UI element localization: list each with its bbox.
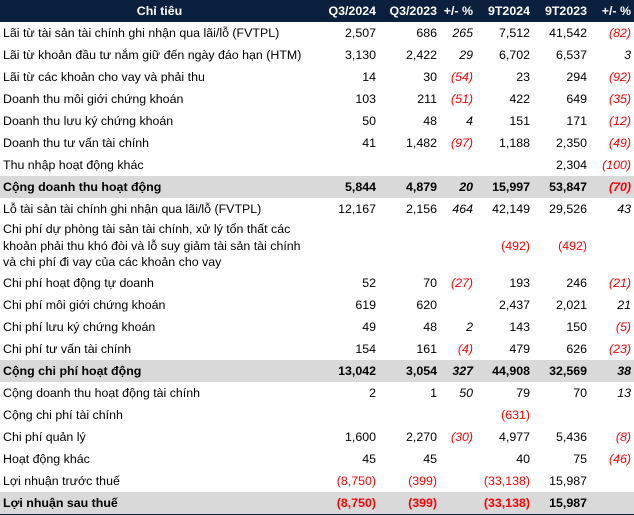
row-label: Lãi từ tài sản tài chính ghi nhận qua lãi/lỗ (FVTPL) (3, 26, 280, 40)
cell-pct-9month: (5) (615, 319, 631, 334)
table-row (0, 470, 634, 492)
cell-pct-9month: 3 (624, 48, 631, 62)
cell-q3-2023: (399) (379, 492, 440, 515)
cell-9t2023: 5,436 (555, 429, 587, 444)
cell-9t2023: 70 (573, 385, 587, 400)
cell-pct-quarter: 20 (440, 176, 476, 198)
cell-9t2024: (33,138) (476, 492, 533, 515)
header-row (0, 0, 634, 22)
row-label: Cộng doanh thu hoạt động (0, 176, 319, 198)
cell-q3-2023: 4,879 (379, 176, 440, 198)
row-label: Chi phí quản lý (3, 429, 86, 444)
table-row (0, 110, 634, 132)
cell-9t2023: 2,021 (555, 297, 587, 312)
cell-9t2024: 4,977 (498, 429, 530, 444)
cell-pct-9month: 43 (617, 202, 631, 216)
row-label: Chi phí lưu ký chứng khoán (3, 319, 156, 334)
cell-pct-quarter: (54) (450, 70, 473, 84)
cell-q3-2023: 48 (423, 114, 437, 128)
cell-9t2024: 479 (509, 341, 530, 356)
cell-pct-quarter: (30) (450, 429, 473, 444)
cell-q3-2023: 1,482 (405, 136, 437, 150)
cell-pct-quarter: 50 (459, 385, 473, 400)
cell-q3-2023: 161 (416, 341, 437, 356)
cell-pct-9month: (12) (608, 114, 631, 128)
row-label: Thu nhập hoạt động khác (3, 158, 144, 172)
cell-q3-2023: 211 (417, 92, 437, 106)
cell-9t2023: 53,847 (533, 176, 590, 198)
cell-pct-quarter: (51) (450, 92, 473, 106)
cell-pct-quarter (440, 294, 476, 316)
row-label: Cộng chi phí hoạt động (0, 360, 319, 382)
cell-pct-9month: 38 (590, 360, 634, 382)
cell-q3-2024: (8,750) (336, 473, 376, 488)
cell-9t2023 (533, 404, 590, 426)
cell-q3-2024: (8,750) (319, 492, 379, 515)
cell-9t2023: 294 (566, 70, 587, 84)
table-row (0, 154, 634, 176)
cell-q3-2024: 1,600 (344, 429, 376, 444)
cell-pct-9month: (92) (608, 70, 631, 84)
cell-pct-quarter (440, 220, 476, 272)
header-q3-2023: Q3/2023 (379, 0, 440, 22)
cell-pct-9month: (23) (608, 341, 631, 356)
cell-9t2024: 1,188 (498, 136, 530, 150)
cell-q3-2024: 5,844 (319, 176, 379, 198)
cell-q3-2024: 154 (355, 341, 376, 356)
cell-9t2024: 23 (516, 70, 530, 84)
cell-9t2023: 2,350 (555, 136, 587, 150)
cell-pct-quarter: (97) (450, 136, 473, 150)
cell-9t2023: 6,537 (555, 48, 587, 62)
cell-pct-quarter (440, 154, 476, 176)
row-label: Chi phí dự phòng tài sản tài chính, xử lý tổn thất các khoản phải thu khó đòi và lỗ suy giảm tài sản tài chính và chi phí đi vay của các khoản cho vay (3, 222, 301, 269)
table-row (0, 316, 634, 338)
cell-q3-2023: 620 (416, 297, 437, 312)
cell-9t2024: 42,149 (492, 202, 530, 216)
header-9t2024: 9T2024 (476, 0, 533, 22)
cell-pct-quarter: 464 (452, 202, 473, 216)
cell-9t2024: (631) (501, 407, 530, 422)
cell-9t2024: 79 (516, 385, 530, 400)
cell-pct-9month: (8) (615, 429, 631, 444)
cell-9t2024: 40 (516, 451, 530, 466)
cell-pct-quarter (440, 404, 476, 426)
table-body (0, 22, 634, 514)
row-label: Hoạt động khác (3, 451, 90, 466)
cell-pct-9month (590, 220, 634, 272)
row-label: Doanh thu lưu ký chứng khoán (3, 114, 174, 128)
total-row-expenses (0, 360, 634, 382)
cell-pct-quarter: 29 (459, 48, 473, 62)
table-row (0, 404, 634, 426)
header-pct-quarter: +/- % (440, 0, 476, 22)
cell-q3-2023: 70 (423, 275, 437, 290)
cell-q3-2023 (379, 404, 440, 426)
cell-q3-2023 (379, 220, 440, 272)
cell-9t2024: 7,512 (498, 26, 530, 40)
cell-9t2023: (492) (558, 238, 587, 253)
table-header (0, 0, 634, 22)
row-label: Chi phí môi giới chứng khoán (3, 297, 166, 312)
table-row (0, 338, 634, 360)
cell-9t2023: 626 (566, 341, 587, 356)
cell-9t2024: 143 (509, 319, 530, 334)
table-row (0, 88, 634, 110)
cell-q3-2024: 50 (362, 114, 376, 128)
cell-q3-2023: 1 (430, 385, 437, 400)
cell-q3-2024: 3,130 (344, 48, 376, 62)
cell-9t2023: 15,987 (533, 492, 590, 515)
cell-pct-quarter: 265 (452, 26, 473, 40)
table-row (0, 272, 634, 294)
cell-q3-2024 (319, 154, 379, 176)
cell-9t2023: 2,304 (555, 158, 587, 172)
table-row (0, 382, 634, 404)
cell-pct-9month: (46) (608, 451, 631, 466)
cell-q3-2023: 2,270 (405, 429, 437, 444)
cell-9t2024: (33,138) (483, 473, 530, 488)
cell-pct-quarter: 4 (466, 114, 473, 128)
cell-pct-9month (590, 404, 634, 426)
cell-q3-2023: 686 (416, 26, 437, 40)
row-label: Doanh thu tư vấn tài chính (3, 136, 150, 150)
cell-q3-2023: 30 (423, 70, 437, 84)
cell-q3-2023: 2,156 (405, 202, 437, 216)
cell-9t2023: 246 (566, 275, 587, 290)
cell-q3-2024: 13,042 (319, 360, 379, 382)
cell-q3-2023: 2,422 (405, 48, 437, 62)
cell-9t2024: 151 (509, 114, 530, 128)
cell-9t2024: (492) (501, 238, 530, 253)
cell-9t2023: 649 (566, 92, 587, 106)
cell-pct-9month: 13 (617, 385, 631, 400)
cell-9t2024: 15,997 (476, 176, 533, 198)
cell-q3-2024: 45 (362, 451, 376, 466)
row-label: Cộng chi phí tài chính (3, 407, 123, 422)
cell-9t2024 (476, 154, 533, 176)
cell-q3-2024 (319, 220, 379, 272)
table-row (0, 294, 634, 316)
cell-9t2023: 75 (573, 451, 587, 466)
cell-9t2024: 2,437 (498, 297, 530, 312)
cell-pct-9month: (100) (602, 158, 631, 172)
cell-q3-2024: 41 (362, 136, 376, 150)
cell-pct-quarter: (4) (457, 341, 473, 356)
header-q3-2024: Q3/2024 (319, 0, 379, 22)
row-label: Chi phí hoạt động tự doanh (3, 275, 154, 290)
cell-9t2023: 32,569 (533, 360, 590, 382)
table-row (0, 448, 634, 470)
cell-9t2024: 193 (509, 275, 530, 290)
cell-pct-quarter: 327 (440, 360, 476, 382)
cell-9t2024: 44,908 (476, 360, 533, 382)
cell-pct-quarter: (27) (450, 275, 473, 290)
cell-q3-2024 (319, 404, 379, 426)
cell-q3-2024: 14 (362, 70, 376, 84)
cell-pct-quarter (440, 470, 476, 492)
cell-q3-2024: 103 (355, 92, 376, 106)
table-row (0, 22, 634, 44)
cell-pct-quarter (440, 448, 476, 470)
cell-9t2023: 150 (566, 319, 587, 334)
row-label: Lợi nhuận sau thuế (0, 492, 319, 515)
cell-pct-9month (590, 470, 634, 492)
header-9t2023: 9T2023 (533, 0, 590, 22)
total-row-revenue (0, 176, 634, 198)
header-pct-9month: +/- % (590, 0, 634, 22)
cell-pct-9month: (70) (590, 176, 634, 198)
cell-q3-2024: 619 (355, 297, 376, 312)
table-row (0, 132, 634, 154)
cell-q3-2024: 2 (369, 385, 376, 400)
row-label: Lợi nhuận trước thuế (3, 473, 120, 488)
cell-q3-2023: 45 (423, 451, 437, 466)
cell-pct-9month: (35) (608, 92, 631, 106)
cell-q3-2023: 48 (423, 319, 437, 334)
header-label: Chỉ tiêu (0, 0, 319, 22)
cell-9t2023: 41,542 (549, 26, 587, 40)
cell-pct-9month: (49) (608, 136, 631, 150)
cell-9t2024: 6,702 (498, 48, 530, 62)
table-row (0, 66, 634, 88)
cell-9t2023: 15,987 (549, 473, 587, 488)
cell-9t2024: 422 (509, 92, 530, 106)
row-label: Chi phí tư vấn tài chính (3, 341, 132, 356)
cell-pct-9month: 21 (617, 297, 631, 312)
cell-9t2023: 29,526 (549, 202, 587, 216)
cell-q3-2023 (379, 154, 440, 176)
cell-pct-quarter: 2 (466, 319, 473, 334)
cell-pct-9month: (82) (608, 26, 631, 40)
cell-9t2023: 171 (566, 114, 587, 128)
row-label: Doanh thu môi giới chứng khoán (3, 92, 184, 106)
cell-q3-2024: 2,507 (344, 26, 376, 40)
cell-q3-2024: 52 (362, 275, 376, 290)
cell-q3-2023: (399) (408, 473, 437, 488)
cell-q3-2023: 3,054 (379, 360, 440, 382)
row-label: Lãi từ các khoản cho vay và phải thu (3, 70, 205, 84)
row-label: Lỗ tài sản tài chính ghi nhận qua lãi/lỗ (FVTPL) (3, 202, 262, 216)
table-row (0, 198, 634, 220)
table-row (0, 426, 634, 448)
row-label: Cộng doanh thu hoạt động tài chính (3, 385, 201, 400)
table-row (0, 44, 634, 66)
cell-pct-9month: (21) (608, 275, 631, 290)
cell-q3-2024: 49 (362, 319, 376, 334)
table-row (0, 220, 634, 272)
row-label: Lãi từ khoản đầu tư nắm giữ đến ngày đáo hạn (HTM) (3, 48, 302, 62)
cell-q3-2024: 12,167 (338, 202, 376, 216)
